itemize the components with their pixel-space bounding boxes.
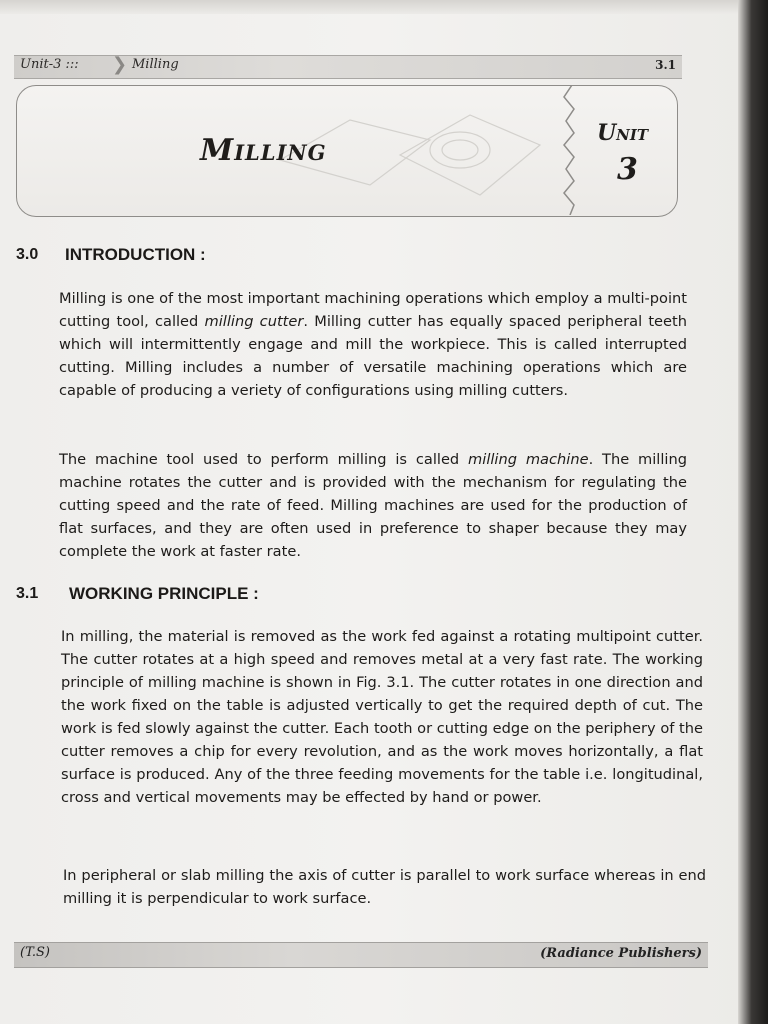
section-heading: INTRODUCTION : [65, 245, 206, 264]
book-spine-shadow [738, 0, 768, 1024]
section-number: 3.0 [16, 246, 39, 263]
zigzag-divider [560, 85, 590, 215]
unit-number: 3 [617, 152, 638, 187]
chapter-title [200, 133, 327, 168]
running-header [14, 55, 682, 79]
paragraph [59, 448, 687, 563]
running-footer [14, 942, 708, 968]
chapter-title-text: Milling [200, 133, 327, 168]
header-chapter: Milling [132, 57, 179, 72]
paragraph-text: . The milling machine rotates the cutter and is provided with the mechanism for regulating the cutting speed and the rate of feed. Milling machines are used for the production of flat surfaces, and they are often used in preference to shaper because they may complete the work at faster rate. [59, 451, 687, 560]
header-unit-label: Unit-3 ::: [20, 57, 79, 72]
paragraph [59, 287, 687, 402]
paragraph: In peripheral or slab milling the axis of cutter is parallel to work surface whereas in end milling it is perpendicular to work surface. [63, 867, 706, 907]
header-chevron-icon: ❯ [112, 54, 128, 75]
paragraph: In milling, the material is removed as the work fed against a rotating multipoint cutter. The cutter rotates at a high speed and removes metal at a very fast rate. The working principle of milling machine is shown in Fig. 3.1. The cutter rotates in one direction and the work fixed on the table is adjusted vertically to get the required depth of cut. The work is fed slowly against the cutter. Each tooth or cutting edge on the periphery of the cutter removes a chip for every revolution, and as the work moves horizontally, a flat surface is produced. Any of the three feeding movements for the table i.e. longitudinal, cross and vertical movements may be effected by hand or power. [61, 628, 703, 806]
paragraph-text: Milling is one of the most important machining operations which employ a multi-point cutting tool, called [59, 290, 687, 330]
paragraph-emphasis: milling cutter [204, 313, 304, 330]
paragraph-text: The machine tool used to perform milling is called [59, 451, 469, 468]
page-top-edge [0, 0, 768, 14]
unit-word-text: Unit [597, 120, 649, 146]
footer-publisher: (Radiance Publishers) [540, 946, 702, 961]
paragraph-text: . Milling cutter has equally spaced peripheral teeth which will intermittently engage and mill the workpiece. This is called interrupted cutting. Milling includes a number of versatile machining operations which are capable of producing a veriety of configurations using milling cutters. [59, 313, 687, 399]
section-heading: WORKING PRINCIPLE : [69, 584, 259, 603]
unit-word [597, 120, 648, 146]
header-page-number: 3.1 [655, 58, 676, 72]
footer-left-label: (T.S) [20, 945, 50, 960]
paragraph-emphasis: milling machine [468, 451, 589, 468]
section-number: 3.1 [16, 585, 39, 602]
